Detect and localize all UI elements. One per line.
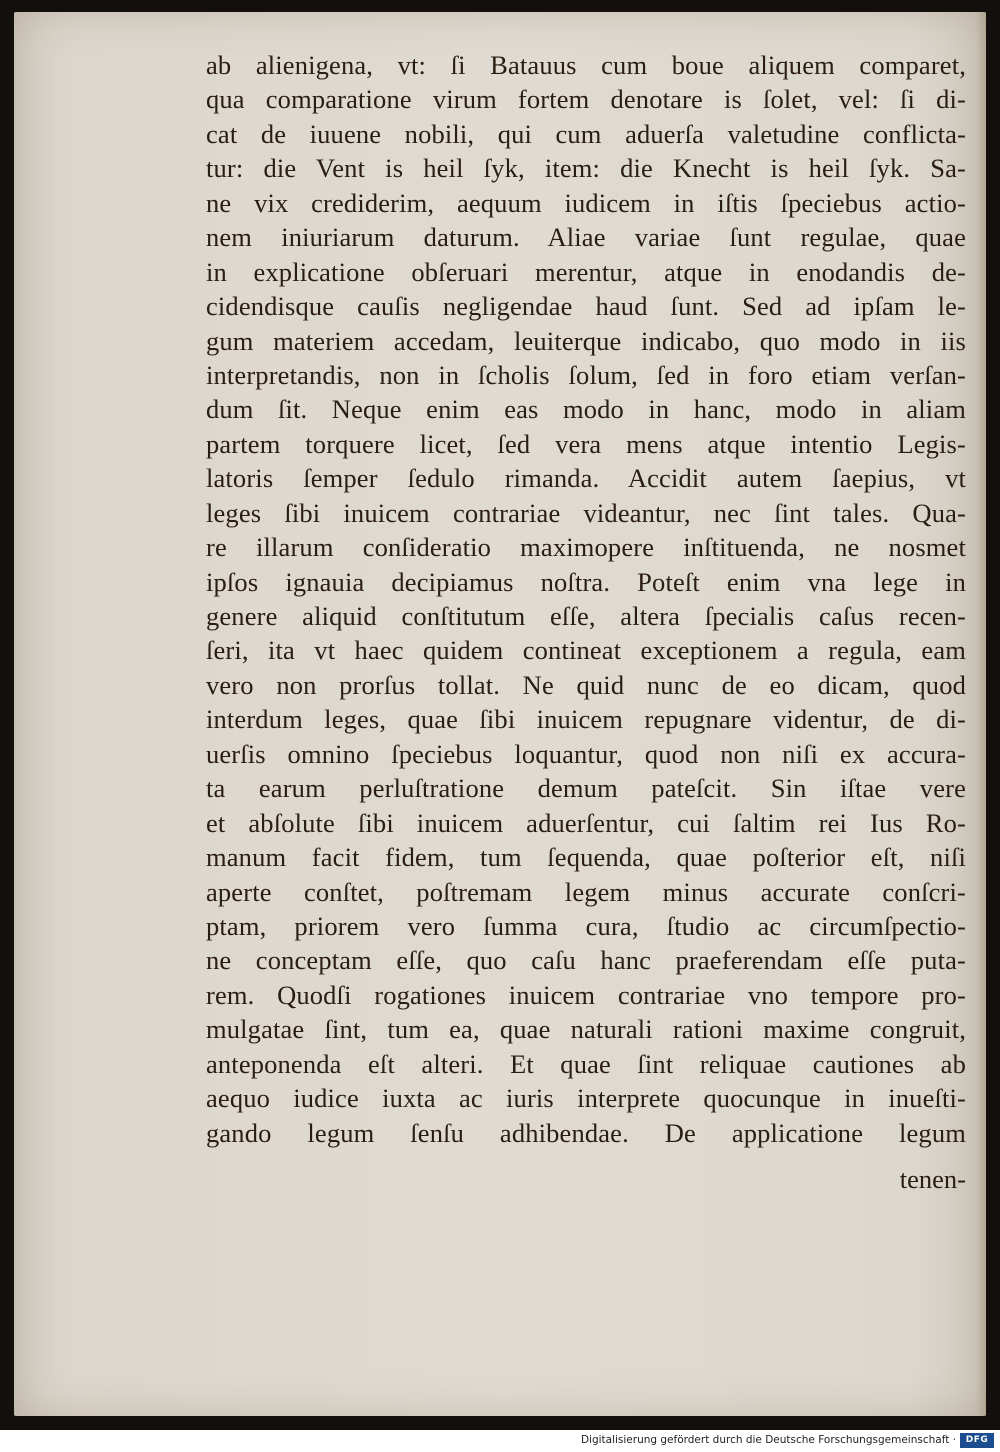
text-line: in explicatione obſeruari merentur, atque in enodandis de- <box>206 256 966 287</box>
text-line: tur: die Vent is heil ſyk, item: die Knecht is heil ſyk. Sa- <box>206 153 966 184</box>
text-line: mulgatae ſint, tum ea, quae naturali rationi maxime congruit, <box>206 1014 966 1045</box>
text-line: et abſolute ſibi inuicem aduerſentur, cui ſaltim rei Ius Ro- <box>206 807 966 838</box>
footer-credit: Digitalisierung gefördert durch die Deutsche Forschungsgemeinschaft · <box>580 1434 956 1446</box>
text-line: interdum leges, quae ſibi inuicem repugnare videntur, de di- <box>206 704 966 735</box>
text-line: dum ſit. Neque enim eas modo in hanc, modo in aliam <box>206 394 966 425</box>
catchword: tenen- <box>899 1164 966 1194</box>
text-line: partem torquere licet, ſed vera mens atque intentio Legis- <box>206 428 966 459</box>
text-line: genere aliquid conſtitutum eſſe, altera ſpecialis caſus recen- <box>206 601 966 631</box>
text-line: aperte conſtet, poſtremam legem minus accurate conſcri- <box>206 876 966 907</box>
digitization-footer <box>0 1430 1000 1452</box>
text-line: ne vix crediderim, aequum iudicem in iſtis ſpeciebus actio- <box>206 187 966 218</box>
text-line: vero non prorſus tollat. Ne quid nunc de eo dicam, quod <box>206 669 966 700</box>
text-line: nem iniuriarum daturum. Aliae variae ſunt regulae, quae <box>206 222 966 253</box>
text-line: aequo iudice iuxta ac iuris interprete quocunque in inueſti- <box>206 1083 966 1114</box>
text-line: qua comparatione virum fortem denotare is ſolet, vel: ſi di- <box>206 84 966 115</box>
text-line: ptam, priorem vero ſumma cura, ſtudio ac circumſpectio- <box>206 910 966 941</box>
text-line: ab alienigena, vt: ſi Batauus cum boue aliquem comparet, <box>206 50 966 80</box>
text-line: ipſos ignauia decipiamus noſtra. Poteſt enim vna lege in <box>206 566 966 597</box>
text-line: re illarum conſideratio maximopere inſtituenda, ne nosmet <box>206 532 966 563</box>
dfg-logo-icon: DFG <box>960 1433 994 1448</box>
text-line: ſeri, ita vt haec quidem contineat exceptionem a regula, eam <box>206 635 966 666</box>
body-text <box>206 48 966 1150</box>
text-line: latoris ſemper ſedulo rimanda. Accidit autem ſaepius, vt <box>206 463 966 494</box>
text-line: gum materiem accedam, leuiterque indicabo, quo modo in iis <box>206 325 966 356</box>
text-line: uerſis omnino ſpeciebus loquantur, quod non niſi ex accura- <box>206 738 966 769</box>
text-line: cat de iuuene nobili, qui cum aduerſa valetudine conflicta- <box>206 118 966 149</box>
text-line: ta earum perluſtratione demum pateſcit. Sin iſtae vere <box>206 773 966 804</box>
text-line: interpretandis, non in ſcholis ſolum, ſed in foro etiam verſan- <box>206 359 966 390</box>
text-line: cidendisque cauſis negligendae haud ſunt. Sed ad ipſam le- <box>206 291 966 322</box>
text-line: leges ſibi inuicem contrariae videantur, nec ſint tales. Qua- <box>206 497 966 528</box>
text-line: manum facit fidem, tum ſequenda, quae poſterior eſt, niſi <box>206 842 966 873</box>
page-edge-shadow <box>976 12 986 1416</box>
text-line: rem. Quodſi rogationes inuicem contrariae vno tempore pro- <box>206 979 966 1010</box>
text-line: anteponenda eſt alteri. Et quae ſint reliquae cautiones ab <box>206 1048 966 1079</box>
text-line: ne conceptam eſſe, quo caſu hanc praeferendam eſſe puta- <box>206 945 966 976</box>
text-line: gando legum ſenſu adhibendae. De applicatione legum <box>206 1117 966 1148</box>
